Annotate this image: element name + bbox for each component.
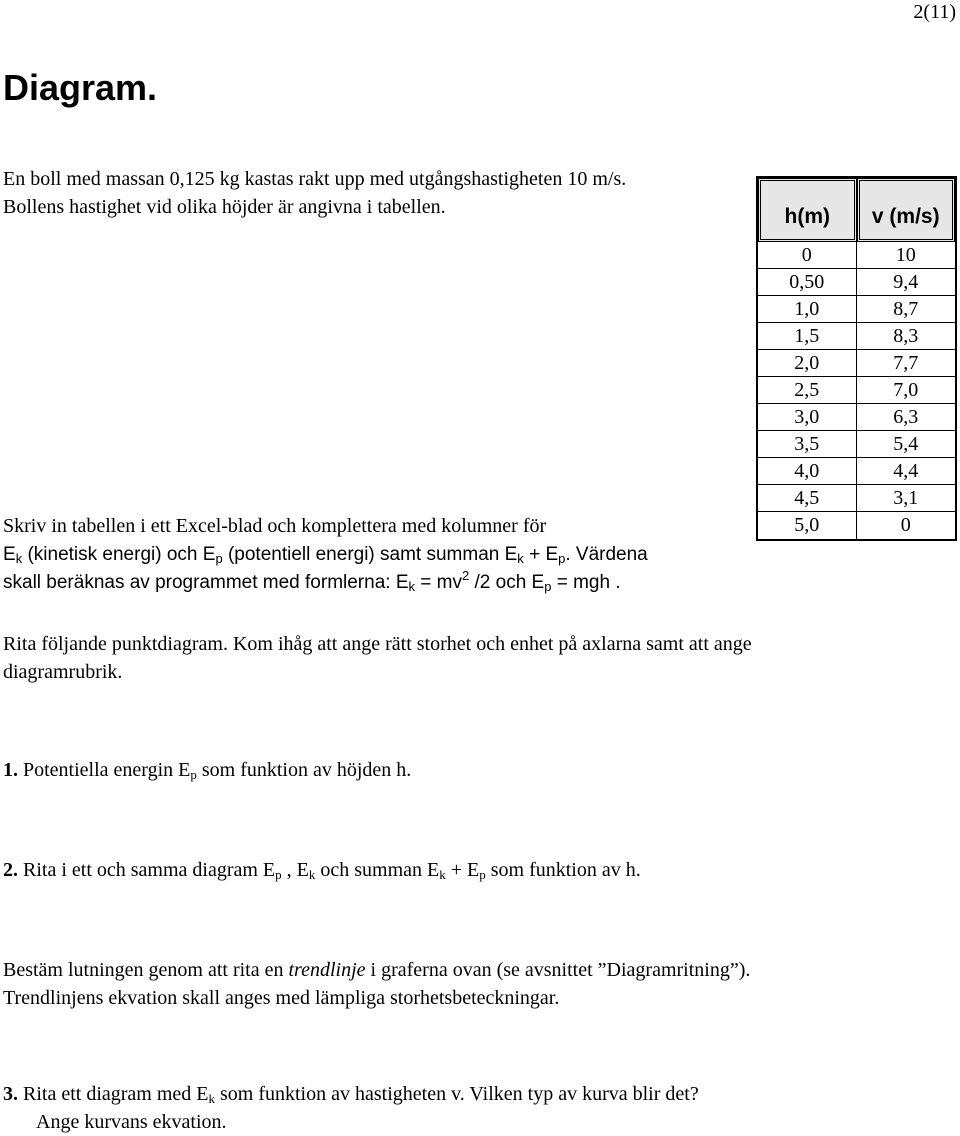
- plot-instruction: [3, 630, 752, 686]
- subscript: p: [190, 767, 197, 782]
- text: i graferna ovan (se avsnittet ”Diagramritning”).: [365, 959, 751, 981]
- header-height: h(m): [758, 178, 857, 242]
- cell-velocity: 9,4: [857, 269, 956, 296]
- instructions-line-3: [3, 569, 648, 597]
- text: = mgh .: [551, 572, 621, 593]
- subscript: k: [408, 579, 415, 594]
- data-table: [756, 176, 957, 541]
- cell-height: 4,5: [758, 485, 857, 512]
- text: , E: [281, 859, 309, 881]
- cell-height: 1,5: [758, 323, 857, 350]
- instructions-line-2: [3, 541, 648, 569]
- subscript: k: [208, 1091, 215, 1106]
- subscript: p: [544, 579, 552, 594]
- instructions-paragraph: [3, 512, 648, 597]
- subscript: p: [558, 551, 566, 566]
- text: . Värdena: [565, 544, 648, 565]
- cell-velocity: 4,4: [857, 458, 956, 485]
- trend-line-2: Trendlinjens ekvation skall anges med lämpliga storhetsbeteckningar.: [3, 987, 560, 1009]
- table-header: [758, 178, 955, 242]
- task-number: 1.: [3, 759, 18, 781]
- cell-velocity: 8,3: [857, 323, 956, 350]
- intro-paragraph: [3, 165, 626, 221]
- table-row: [758, 323, 955, 350]
- table-row: [758, 458, 955, 485]
- cell-height: 4,0: [758, 458, 857, 485]
- cell-height: 1,0: [758, 296, 857, 323]
- cell-height: 0,50: [758, 269, 857, 296]
- text: + E: [523, 544, 559, 565]
- cell-height: 3,0: [758, 404, 857, 431]
- cell-velocity: 8,7: [857, 296, 956, 323]
- table-row: [758, 269, 955, 296]
- subscript: k: [308, 867, 316, 882]
- plot-instruction-line-2: diagramrubrik.: [3, 661, 123, 683]
- intro-line-1: En boll med massan 0,125 kg kastas rakt upp med utgångshastigheten 10 m/s.: [3, 168, 627, 190]
- italic-term: trendlinje: [288, 959, 366, 981]
- subscript: p: [215, 551, 223, 566]
- text: som funktion av h.: [485, 859, 641, 881]
- text: Bestäm lutningen genom att rita en: [3, 959, 289, 981]
- subscript: p: [479, 867, 486, 882]
- table-row: [758, 404, 955, 431]
- task-3-line-2: Ange kurvans ekvation.: [36, 1111, 227, 1133]
- table-row: [758, 350, 955, 377]
- cell-velocity: 5,4: [857, 431, 956, 458]
- cell-height: 2,5: [758, 377, 857, 404]
- text: Potentiella energin E: [18, 759, 191, 781]
- table-row: [758, 296, 955, 323]
- text: + E: [445, 859, 480, 881]
- task-number: 2.: [3, 859, 18, 881]
- table-row: [758, 485, 955, 512]
- page-number: 2(11): [913, 1, 956, 23]
- text: som funktion av höjden h.: [196, 759, 412, 781]
- cell-velocity: 7,7: [857, 350, 956, 377]
- cell-velocity: 0: [900, 514, 911, 536]
- instructions-line-1: Skriv in tabellen i ett Excel-blad och komplettera med kolumner för: [3, 515, 547, 537]
- table-body: [758, 242, 955, 539]
- cell-velocity: 3,1: [857, 485, 956, 512]
- cell-velocity: 10: [857, 242, 956, 269]
- trendline-paragraph: [3, 956, 750, 1012]
- cell-velocity: 6,3: [857, 404, 956, 431]
- text: /2 och E: [469, 572, 545, 593]
- text: Rita i ett och samma diagram E: [18, 859, 276, 881]
- subscript: k: [439, 867, 446, 882]
- plot-instruction-line-1: Rita följande punktdiagram. Kom ihåg att ange rätt storhet och enhet på axlarna samt att ange: [3, 633, 752, 655]
- text: och summan E: [315, 859, 440, 881]
- table-row: [758, 242, 955, 269]
- table-row: [758, 431, 955, 458]
- task-2: [3, 856, 641, 884]
- subscript: k: [15, 551, 23, 566]
- text: skall beräknas av programmet med formlerna: E: [3, 572, 409, 593]
- trend-line-1: [3, 956, 750, 984]
- task-1: [3, 756, 411, 784]
- cell-height: 0: [758, 242, 857, 269]
- header-velocity: v (m/s): [857, 178, 956, 242]
- cell-height: 5,0: [758, 512, 857, 539]
- intro-line-2: Bollens hastighet vid olika höjder är angivna i tabellen.: [3, 196, 446, 218]
- cell-height: 3,5: [758, 431, 857, 458]
- page-title: Diagram.: [3, 67, 158, 108]
- subscript: k: [517, 551, 524, 566]
- table-row: [758, 377, 955, 404]
- text: (kinetisk energi) och E: [22, 544, 216, 565]
- text: E: [3, 544, 16, 565]
- text: som funktion av hastigheten v. Vilken typ av kurva blir det?: [215, 1083, 699, 1105]
- table-row: [758, 512, 955, 539]
- subscript: p: [275, 867, 282, 882]
- task-number: 3.: [3, 1083, 18, 1105]
- text: Rita ett diagram med E: [18, 1083, 209, 1105]
- cell-velocity: 7,0: [857, 377, 956, 404]
- superscript: 2: [461, 568, 470, 583]
- task-3-line-1: [3, 1080, 699, 1108]
- text: (potentiell energi) samt summan E: [222, 544, 518, 565]
- task-3: [3, 1080, 699, 1136]
- text: = mv: [415, 572, 462, 593]
- cell-height: 2,0: [758, 350, 857, 377]
